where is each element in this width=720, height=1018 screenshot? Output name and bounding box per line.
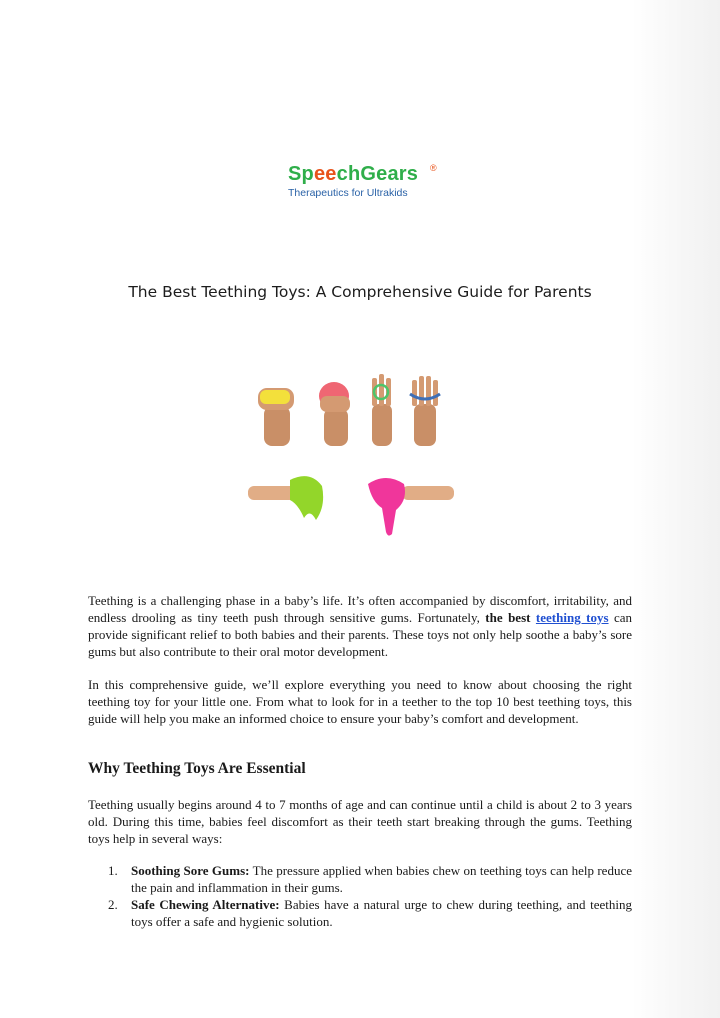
list-number: 2. bbox=[108, 897, 118, 912]
intro-paragraph-1: Teething is a challenging phase in a baby’s life. It’s often accompanied by discomfort, irritability, and endless drooling as tiny teeth push through sensitive gums. Fortunately, the best teething toys can provide significant relief to both babies and their parents. These toys not only help soothe a baby’s sore gums but also contribute to their oral motor development. bbox=[88, 593, 633, 659]
teething-toys-link[interactable]: teething toys bbox=[535, 610, 609, 625]
speechgears-logo[interactable] bbox=[288, 163, 448, 203]
list-item: 2. Safe Chewing Alternative: Babies have a natural urge to chew during teething, and teething toys offer a safe and hygienic solution. bbox=[108, 897, 632, 929]
list-item-label: Safe Chewing Alternative: bbox=[131, 897, 280, 912]
bold-the-best: the best bbox=[485, 610, 531, 625]
hand-green-putty bbox=[248, 476, 323, 520]
list-item: 1. Soothing Sore Gums: The pressure applied when babies chew on teething toys can help reduce the pain and inflammation in their gums. bbox=[108, 863, 632, 895]
hand-blue-ring bbox=[410, 376, 440, 446]
intro-paragraph-2: In this comprehensive guide, we’ll explore everything you need to know about choosing the right teething toy for your little one. From what to look for in a teether to the top 10 best teething toys, this guide will help you make an informed choice to ensure your baby’s comfort and development. bbox=[88, 677, 632, 726]
teething-toys-image bbox=[240, 368, 470, 550]
document-title: The Best Teething Toys: A Comprehensive Guide for Parents bbox=[128, 283, 592, 301]
list-number: 1. bbox=[108, 863, 118, 878]
hand-pink-toy bbox=[319, 382, 350, 446]
section-heading: Why Teething Toys Are Essential bbox=[88, 760, 306, 777]
logo-wordmark: SpeechGears bbox=[288, 163, 419, 185]
section-paragraph: Teething usually begins around 4 to 7 months of age and can continue until a child is about 2 to 3 years old. During this time, babies feel discomfort as their teeth start breaking through the gums. Teething toys help in several ways: bbox=[88, 797, 632, 846]
list-item-label: Soothing Sore Gums: bbox=[131, 863, 250, 878]
registered-mark: ® bbox=[430, 163, 437, 173]
hand-green-ring bbox=[372, 374, 392, 446]
hand-pink-putty bbox=[368, 478, 454, 536]
page-edge-shadow bbox=[632, 0, 720, 1018]
logo-tagline: Therapeutics for Ultrakids bbox=[288, 187, 408, 199]
hand-yellow-toy bbox=[258, 388, 294, 446]
